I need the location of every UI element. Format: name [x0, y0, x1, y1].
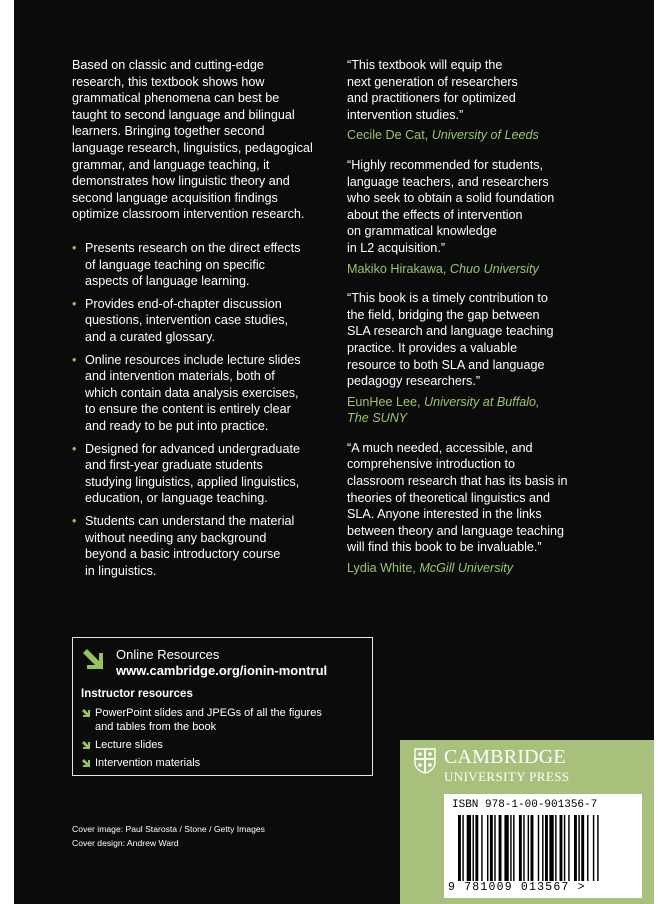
- endorsement-quotes: [347, 57, 607, 590]
- cover-design-credit: Cover design: Andrew Ward: [72, 838, 179, 848]
- arrow-down-right-icon: [81, 758, 91, 768]
- feature-bullet: • Presents research on the direct effects of language teaching on specific aspects of language learning.: [72, 241, 301, 289]
- bullet-dot-icon: •: [72, 441, 77, 456]
- barcode-bar: [545, 815, 548, 881]
- barcode-bar: [597, 815, 598, 881]
- barcode-bar: [462, 815, 463, 881]
- barcode-bar: [475, 815, 478, 881]
- bullet-dot-icon: •: [72, 513, 77, 528]
- barcode-bar: [542, 815, 543, 881]
- instructor-resources-heading: Instructor resources: [81, 688, 193, 700]
- barcode-bar: [490, 815, 493, 881]
- barcode-bar: [564, 815, 565, 881]
- bullet-dot-icon: •: [72, 352, 77, 367]
- barcode-bar: [504, 815, 508, 881]
- endorser-attribution: EunHee Lee, University at Buffalo, The SUNY: [347, 394, 540, 426]
- resources-url-link[interactable]: www.cambridge.org/ionin-montrul: [116, 663, 328, 678]
- endorser-attribution: Makiko Hirakawa, Chuo University: [347, 261, 539, 276]
- online-resources-box: [72, 637, 373, 776]
- barcode-bar: [549, 815, 553, 881]
- barcode-bar: [538, 815, 539, 881]
- description-line: grammar, and language teaching, it: [72, 157, 270, 172]
- barcode-bar: [494, 815, 495, 881]
- description-line: grammatical phenomena can best be: [72, 91, 280, 106]
- barcode-bar: [528, 815, 529, 881]
- barcode-bar: [593, 815, 594, 881]
- feature-bullet: • Designed for advanced undergraduate and first-year graduate students studying linguistics, applied linguistics, education, or language teaching.: [72, 441, 300, 506]
- description-line: optimize classroom intervention research.: [72, 207, 305, 222]
- barcode-image: [458, 815, 634, 881]
- description-line: second language acquisition findings: [72, 190, 278, 205]
- cambridge-crest-icon: [414, 748, 436, 774]
- endorser-attribution: Lydia White, McGill University: [347, 561, 514, 576]
- ean-digits: 9 781009 013567 >: [448, 881, 586, 894]
- isbn-text: ISBN 978-1-00-901356-7: [452, 799, 598, 811]
- description-line: Based on classic and cutting-edge: [72, 58, 264, 72]
- barcode-bar: [587, 815, 588, 881]
- endorser-attribution: Cecile De Cat, University of Leeds: [347, 128, 539, 143]
- barcode-bar: [560, 815, 563, 881]
- feature-bullet: • Students can understand the material without needing any background beyond a basic introductory course in linguistics.: [72, 513, 295, 578]
- barcode-bar: [581, 815, 584, 881]
- description-line: language research, linguistics, pedagogical: [72, 140, 313, 155]
- endorsement-quote: “This book is a timely contribution to the field, bridging the gap between SLA research and language teaching practice. It provides a valuable resource to both SLA and language pedagogy researchers.” EunHee Lee, University at Buffalo, The SUNY: [347, 290, 607, 427]
- isbn-barcode: [444, 794, 642, 898]
- bullet-dot-icon: •: [72, 296, 77, 311]
- barcode-bar: [578, 815, 579, 881]
- publisher-press: UNIVERSITY PRESS: [444, 769, 570, 784]
- barcode-bar: [568, 815, 569, 881]
- description-line: demonstrates how linguistic theory and: [72, 174, 290, 189]
- barcode-bar: [519, 815, 522, 881]
- publisher-name: CAMBRIDGE: [444, 746, 566, 768]
- barcode-bar: [481, 815, 482, 881]
- feature-bullet: • Provides end-of-chapter discussion questions, intervention case studies, and a curated glossary.: [72, 296, 289, 344]
- online-resources-title: Online Resources: [116, 647, 220, 662]
- barcode-bar: [523, 815, 524, 881]
- arrow-down-right-icon: [81, 708, 91, 718]
- resource-item: PowerPoint slides and JPEGs of all the figures and tables from the book: [81, 706, 366, 734]
- barcode-bar: [531, 815, 534, 881]
- barcode-bar: [555, 815, 556, 881]
- resource-item: Intervention materials: [81, 756, 366, 770]
- barcode-bar: [499, 815, 502, 881]
- description-line: research, this textbook shows how: [72, 74, 265, 89]
- cover-image-credit: Cover image: Paul Starosta / Stone / Getty Images: [72, 824, 265, 834]
- cover-credits: [72, 822, 265, 850]
- feature-bullet: • Online resources include lecture slides and intervention materials, both of which contain data analysis exercises, to ensure the content is entirely clear and ready to be put into practice.: [72, 352, 301, 433]
- arrow-down-right-icon: [81, 647, 105, 671]
- publisher-panel: [400, 740, 654, 904]
- arrow-down-right-icon: [81, 740, 91, 750]
- barcode-bar: [467, 815, 471, 881]
- endorsement-quote: “Highly recommended for students, language teachers, and researchers who seek to obtain a solid foundation about the effects of intervention on grammatical knowledge in L2 acquisition.” Makiko Hirakawa, Chuo University: [347, 157, 607, 277]
- description-line: taught to second language and bilingual: [72, 107, 295, 122]
- barcode-bar: [458, 815, 461, 881]
- endorsement-quote: “This textbook will equip the next generation of researchers and practitioners for optimized intervention studies.” Cecile De Cat, University of Leeds: [347, 57, 607, 144]
- resource-list: [81, 706, 366, 774]
- barcode-bar: [473, 815, 474, 881]
- bullet-dot-icon: •: [72, 241, 77, 255]
- book-description: [72, 57, 320, 223]
- barcode-bar: [510, 815, 511, 881]
- barcode-bar: [513, 815, 514, 881]
- resource-item: Lecture slides: [81, 738, 366, 752]
- barcode-bar: [487, 815, 488, 881]
- barcode-bar: [574, 815, 577, 881]
- endorsement-quote: “A much needed, accessible, and comprehensive introduction to classroom research that has its basis in theories of theoretical linguistics and SLA. Anyone interested in the links between theory and language teaching will find this book to be invaluable.” Lydia White, McGill University: [347, 440, 607, 577]
- description-line: learners. Bringing together second: [72, 124, 265, 139]
- feature-bullet-list: [72, 240, 322, 585]
